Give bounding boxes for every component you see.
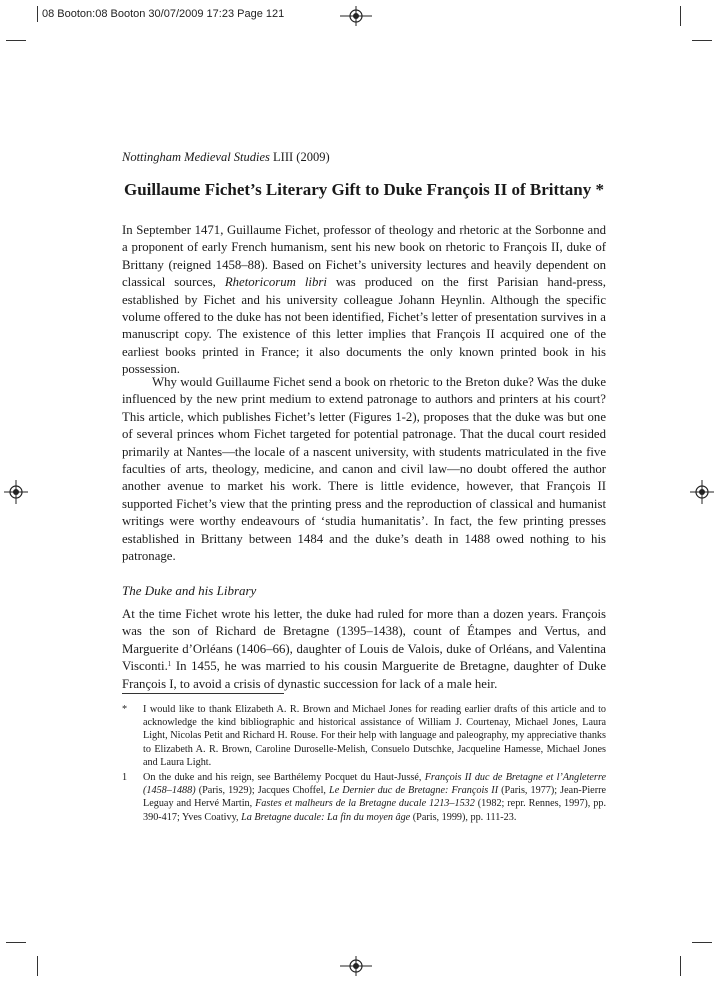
- footnote-mark: 1: [122, 772, 128, 783]
- article-title: Guillaume Fichet’s Literary Gift to Duke François II of Brittany *: [123, 180, 605, 199]
- footnote-segment: (Paris, 1977); Jean-Pierre Leguay and Hervé Martin,: [143, 785, 607, 810]
- paragraph-3-text-b: In 1455, he was married to his cousin Marguerite de Bretagne, daughter of Duke François I, to avoid a crisis of dynastic succession for lack of a male heir.: [122, 659, 606, 691]
- journal-name: Nottingham Medieval Studies: [122, 150, 270, 164]
- crop-mark-top-left-h: [6, 40, 26, 41]
- paragraph-2: [122, 374, 606, 565]
- journal-volume: LIII (2009): [273, 150, 330, 164]
- footnote-segment: (1982; repr. Rennes, 1997), pp. 390-417; Yves Coativy,: [143, 798, 606, 823]
- crop-mark-top-right-h: [692, 40, 712, 41]
- footnote-star: [122, 703, 606, 769]
- footnote-book-title: Fastes et malheurs de la Bretagne ducale 1213–1532: [255, 798, 475, 810]
- paragraph-3-text-a: At the time Fichet wrote his letter, the duke had ruled for more than a dozen years. François was the son of Richard de Bretagne (1395–1438), count of Étampes and Vertus, and Marguerite d’Orléans (1406–66), daughter of Louis de Valois, duke of Orléans, and Valentina Visconti.: [122, 607, 606, 674]
- registration-mark-top-icon: [340, 6, 372, 26]
- footnote-mark: *: [122, 704, 128, 715]
- footnote-1: [122, 771, 606, 824]
- crop-mark-bottom-right-h: [692, 942, 712, 943]
- paragraph-3: [122, 606, 606, 693]
- footnote-book-title: François II duc de Bretagne et l’Angleterre (1458–1488): [143, 772, 607, 797]
- paragraph-1-text-b: was produced on the first Parisian hand-press, established by Fichet and his university colleague Johann Heynlin. Although the specific volume offered to the duke has not been identified, Fichet’s letter of presentation survives in a manuscript copy. The existence of this letter implies that François II acquired one of the earliest books printed in France; it also documents the only known printed book in his possession.: [122, 275, 606, 377]
- journal-citation: [122, 150, 330, 165]
- printer-slug: 08 Booton:08 Booton 30/07/2009 17:23 Page 121: [37, 6, 284, 22]
- footnote-text: I would like to thank Elizabeth A. R. Brown and Michael Jones for reading earlier drafts of this article and to acknowledge the kind bibliographic and historical assistance of William J. Courtenay, Michael Jones, Laura Light, Nicolas Petit and Richard H. Rouse. For their help with language and paleography, my appreciative thanks to Elizabeth A. R. Brown, Caroline Duroselle-Melish, Consuelo Dutschke, Jacqueline Hamesse, Michael Jones and Laura Light.: [143, 704, 606, 768]
- crop-mark-bottom-right-v: [680, 956, 681, 976]
- footnote-reference[interactable]: 1: [167, 660, 172, 669]
- footnote-segment: (Paris, 1999), pp. 111-23.: [410, 811, 517, 823]
- paragraph-1-text-a: In September 1471, Guillaume Fichet, professor of theology and rhetoric at the Sorbonne and a proponent of early French humanism, sent his new book on rhetoric to François II, duke of Brittany (reigned 1458–88). Based on Fichet’s university lectures and heavily dependent on classical sources,: [122, 223, 606, 290]
- footnote-book-title: La Bretagne ducale: La fin du moyen âge: [241, 811, 411, 823]
- crop-mark-bottom-left-v: [37, 956, 38, 976]
- crop-mark-top-right-v: [680, 6, 681, 26]
- footnote-segment: On the duke and his reign, see Barthélemy Pocquet du Haut-Jussé,: [143, 772, 425, 783]
- footnote-text: [143, 771, 606, 824]
- registration-mark-left-icon: [4, 480, 28, 504]
- paragraph-2-text: Why would Guillaume Fichet send a book on rhetoric to the Breton duke? Was the duke influenced by the new print medium to extend patronage to authors and printers at his court? This article, which publishes Fichet’s letter (Figures 1-2), proposes that the duke was but one of several princes whom Fichet targeted for potential patronage. That the ducal court resided primarily at Nantes—the locale of a nascent university, with students matriculated in the five faculties of arts, theology, medicine, and canon and civil law—no doubt offered the author another avenue to market his work. There is little evidence, however, that François II supported Fichet’s view that the printing press and the reproduction of classical and humanist writings were worthy endeavours of ‘studia humanitatis’. In fact, the few printing presses established in Brittany between 1484 and the duke’s death in 1488 owed nothing to his patronage.: [122, 375, 606, 564]
- section-heading: The Duke and his Library: [122, 583, 257, 598]
- footnote-book-title: Le Dernier duc de Bretagne: François II: [329, 785, 499, 797]
- footnote-segment: (Paris, 1929); Jacques Choffel,: [195, 785, 330, 797]
- paragraph-1: [122, 222, 606, 379]
- book-title: Rhetoricorum libri: [224, 275, 327, 290]
- crop-mark-bottom-left-h: [6, 942, 26, 943]
- registration-mark-right-icon: [690, 480, 714, 504]
- registration-mark-bottom-icon: [340, 956, 372, 976]
- footnote-divider: [122, 693, 284, 694]
